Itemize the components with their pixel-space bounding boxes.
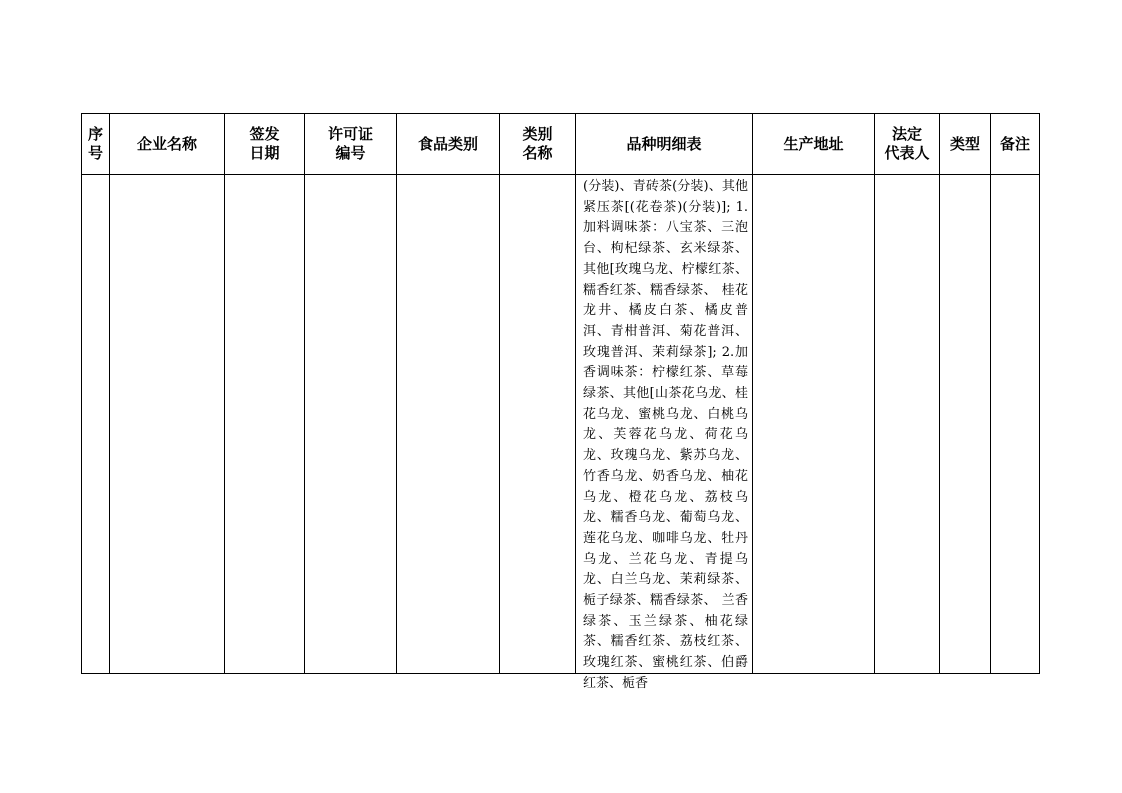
header-category-name: 类别 名称 [500,114,576,175]
header-row [82,114,1040,175]
header-food-category: 食品类别 [397,114,500,175]
header-production-address: 生产地址 [753,114,875,175]
cell-serial [82,175,110,674]
cell-issue-date [225,175,305,674]
header-legal-representative: 法定 代表人 [875,114,940,175]
cell-license-number [305,175,397,674]
cell-production-address [753,175,875,674]
license-table [81,113,1040,691]
variety-detail-text: (分装)、青砖茶(分装)、其他紧压茶[(花卷茶)(分装)]; 1.加料调味茶：八宝茶、三泡台、枸杞绿茶、玄米绿茶、其他[玫瑰乌龙、柠檬红茶、糯香红茶、糯香绿茶、 桂花龙井、橘皮白茶、橘皮普洱、青柑普洱、菊花普洱、玫瑰普洱、茉莉绿茶]; 2.加香调味茶：柠檬红茶、草莓绿茶、其他[山茶花乌龙、桂花乌龙、蜜桃乌龙、白桃乌龙、芙蓉花乌龙、荷花乌龙、玫瑰乌龙、紫苏乌龙、竹香乌龙、奶香乌龙、柚花乌龙、橙花乌龙、荔枝乌龙、糯香乌龙、葡萄乌龙、莲花乌龙、咖啡乌龙、牡丹乌龙、兰花乌龙、青提乌龙、白兰乌龙、茉莉绿茶、栀子绿茶、糯香绿茶、 兰香绿茶、玉兰绿茶、柚花绿茶、糯香红茶、荔枝红茶、玫瑰红茶、蜜桃红茶、伯爵红茶、栀香 [583,179,748,691]
cell-company-name [110,175,225,674]
cell-food-category [397,175,500,674]
cell-remarks [991,175,1040,674]
cell-legal-representative [875,175,940,674]
header-license-number: 许可证 编号 [305,114,397,175]
header-remarks: 备注 [991,114,1040,175]
header-company-name: 企业名称 [110,114,225,175]
header-serial: 序 号 [82,114,110,175]
table-row [82,175,1040,674]
header-variety-detail: 品种明细表 [576,114,753,175]
cell-variety-detail [576,175,753,691]
header-type: 类型 [940,114,991,175]
cell-type [940,175,991,674]
cell-category-name [500,175,576,674]
header-issue-date: 签发 日期 [225,114,305,175]
